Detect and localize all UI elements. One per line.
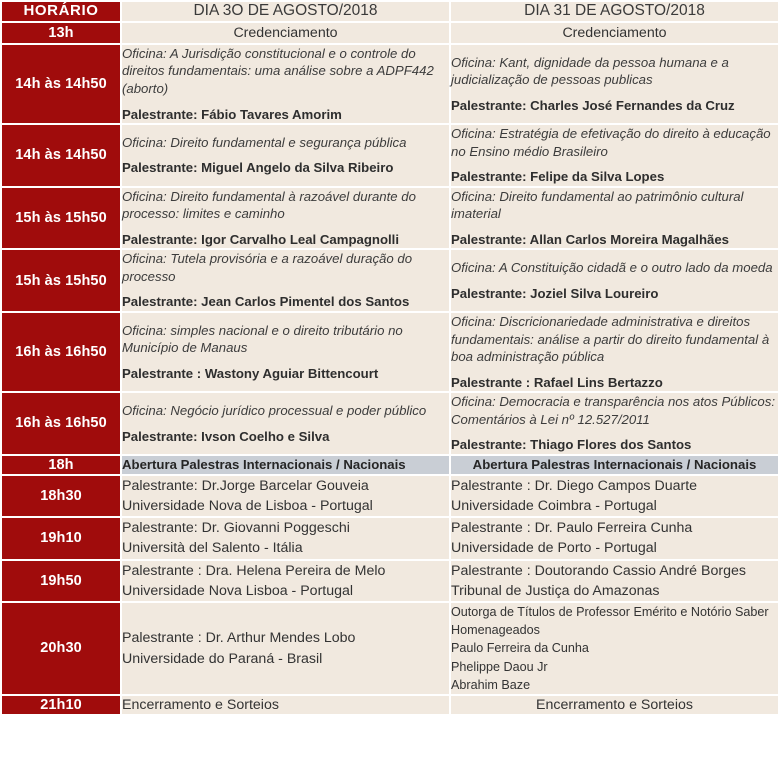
time-slot-label: 21h10	[2, 696, 120, 714]
time-slot-label: 15h às 15h50	[2, 250, 120, 311]
schedule-row	[2, 561, 778, 601]
speaker-line: Paulo Ferreira da Cunha	[451, 641, 589, 656]
session-cell-day-2	[451, 188, 778, 249]
session-title: Credenciamento	[562, 24, 667, 41]
session-cell-day-1	[122, 23, 449, 43]
schedule-row	[2, 603, 778, 694]
speaker-line: Università del Salento - Itália	[122, 540, 303, 557]
speaker-line: Universidade Coimbra - Portugal	[451, 498, 657, 515]
speaker-name: Palestrante: Fábio Tavares Amorim	[122, 106, 342, 122]
speaker-name: Palestrante: Igor Carvalho Leal Campagnolli	[122, 231, 400, 247]
time-slot-label: 16h às 16h50	[2, 393, 120, 454]
session-cell-day-1	[122, 250, 449, 311]
schedule-row	[2, 250, 778, 311]
speaker-name: Palestrante: Jean Carlos Pimentel dos Santos	[122, 294, 410, 310]
time-slot-label: 18h30	[2, 476, 120, 516]
session-cell-day-1	[122, 45, 449, 123]
speaker-line: Palestrante : Dra. Helena Pereira de Melo	[122, 562, 386, 579]
time-slot-label: 19h50	[2, 561, 120, 601]
speaker-line: Homenageados	[451, 623, 540, 638]
speaker-line: Phelippe Daou Jr	[451, 659, 548, 674]
session-title: Encerramento e Sorteios	[536, 697, 693, 714]
session-cell-day-1	[122, 456, 449, 474]
session-cell-day-2	[451, 561, 778, 601]
schedule-row	[2, 393, 778, 454]
schedule-row	[2, 188, 778, 249]
schedule-row	[2, 23, 778, 43]
speaker-name: Palestrante: Thiago Flores dos Santos	[451, 437, 692, 453]
schedule-row	[2, 313, 778, 391]
workshop-title: Oficina: Discricionariedade administrativa e direitos fundamentais: análise a partir do direito fundamental à boa administração pública	[451, 314, 770, 365]
time-slot-label: 19h10	[2, 518, 120, 558]
time-slot-label: 18h	[2, 456, 120, 474]
session-cell-day-1	[122, 696, 449, 714]
speaker-name: Palestrante : Rafael Lins Bertazzo	[451, 374, 663, 390]
workshop-title: Oficina: Democracia e transparência nos atos Públicos: Comentários à Lei nº 12.527/2011	[451, 394, 775, 427]
time-slot-label: 15h às 15h50	[2, 188, 120, 249]
session-cell-day-2	[451, 45, 778, 123]
session-cell-day-1	[122, 518, 449, 558]
speaker-name: Palestrante: Miguel Angelo da Silva Ribeiro	[122, 160, 394, 176]
speaker-line: Palestrante : Dr. Arthur Mendes Lobo	[122, 630, 356, 647]
workshop-title: Oficina: A Constituição cidadã e o outro lado da moeda	[451, 260, 773, 276]
speaker-line: Palestrante : Doutorando Cassio André Borges	[451, 562, 746, 579]
time-slot-label: 16h às 16h50	[2, 313, 120, 391]
time-slot-label: 14h às 14h50	[2, 45, 120, 123]
session-cell-day-2	[451, 476, 778, 516]
workshop-title: Oficina: simples nacional e o direito tributário no Município de Manaus	[122, 322, 403, 356]
session-title: Encerramento e Sorteios	[122, 697, 279, 714]
session-cell-day-1	[122, 188, 449, 249]
speaker-line: Universidade de Porto - Portugal	[451, 540, 657, 557]
workshop-title: Oficina: Estratégia de efetivação do direito à educação no Ensino médio Brasileiro	[451, 126, 771, 159]
session-cell-day-2	[451, 603, 778, 694]
session-cell-day-2	[451, 393, 778, 454]
session-cell-day-1	[122, 313, 449, 391]
session-banner-text: Abertura Palestras Internacionais / Nacionais	[472, 457, 757, 473]
speaker-name: Palestrante: Felipe da Silva Lopes	[451, 169, 665, 185]
speaker-line: Universidade Nova de Lisboa - Portugal	[122, 498, 373, 515]
header-horario: HORÁRIO	[2, 2, 120, 21]
time-slot-label: 13h	[2, 23, 120, 43]
session-cell-day-2	[451, 456, 778, 474]
schedule-row	[2, 45, 778, 123]
workshop-title: Oficina: Kant, dignidade da pessoa humana e a judicialização de pessoas publicas	[451, 54, 729, 88]
workshop-title: Oficina: A Jurisdição constitucional e o controle do direitos fundamentais: uma análise sobre a ADPF442 (aborto)	[122, 45, 434, 96]
schedule-row	[2, 476, 778, 516]
session-cell-day-1	[122, 393, 449, 454]
schedule-row	[2, 456, 778, 474]
workshop-title: Oficina: Tutela provisória e a razoável duração do processo	[122, 251, 413, 284]
speaker-line: Universidade do Paraná - Brasil	[122, 650, 323, 667]
session-cell-day-2	[451, 250, 778, 311]
speaker-line: Universidade Nova Lisboa - Portugal	[122, 582, 354, 599]
workshop-title: Oficina: Negócio jurídico processual e poder público	[122, 402, 427, 418]
speaker-line: Palestrante : Dr. Paulo Ferreira Cunha	[451, 520, 693, 537]
speaker-line: Palestrante: Dr. Giovanni Poggeschi	[122, 520, 350, 537]
header-day-1: DIA 3O DE AGOSTO/2018	[122, 2, 449, 21]
speaker-name: Palestrante : Wastony Aguiar Bittencourt	[122, 365, 379, 381]
session-title: Credenciamento	[233, 24, 338, 41]
speaker-name: Palestrante: Ivson Coelho e Silva	[122, 428, 330, 444]
schedule-row	[2, 696, 778, 714]
speaker-name: Palestrante: Joziel Silva Loureiro	[451, 285, 659, 301]
speaker-line: Palestrante: Dr.Jorge Barcelar Gouveia	[122, 477, 369, 494]
speaker-line: Palestrante : Dr. Diego Campos Duarte	[451, 477, 698, 494]
time-slot-label: 20h30	[2, 603, 120, 694]
time-slot-label: 14h às 14h50	[2, 125, 120, 186]
workshop-title: Oficina: Direito fundamental à razoável durante do processo: limites e caminho	[122, 188, 416, 222]
session-cell-day-1	[122, 603, 449, 694]
session-cell-day-1	[122, 561, 449, 601]
session-cell-day-2	[451, 313, 778, 391]
speaker-line: Abrahim Baze	[451, 677, 531, 692]
header-day-2: DIA 31 DE AGOSTO/2018	[451, 2, 778, 21]
speaker-line: Outorga de Títulos de Professor Emérito e Notório Saber	[451, 604, 769, 619]
schedule-row	[2, 125, 778, 186]
workshop-title: Oficina: Direito fundamental e segurança pública	[122, 134, 407, 150]
session-cell-day-2	[451, 696, 778, 714]
speaker-line: Tribunal de Justiça do Amazonas	[451, 582, 660, 599]
session-cell-day-1	[122, 125, 449, 186]
schedule-row	[2, 518, 778, 558]
session-cell-day-2	[451, 518, 778, 558]
speaker-name: Palestrante: Charles José Fernandes da Cruz	[451, 97, 735, 113]
session-banner-text: Abertura Palestras Internacionais / Nacionais	[122, 457, 406, 473]
session-cell-day-2	[451, 125, 778, 186]
workshop-title: Oficina: Direito fundamental ao patrimônio cultural imaterial	[451, 188, 744, 222]
table-header-row	[2, 2, 778, 21]
session-cell-day-2	[451, 23, 778, 43]
speaker-name: Palestrante: Allan Carlos Moreira Magalhães	[451, 231, 730, 247]
session-cell-day-1	[122, 476, 449, 516]
